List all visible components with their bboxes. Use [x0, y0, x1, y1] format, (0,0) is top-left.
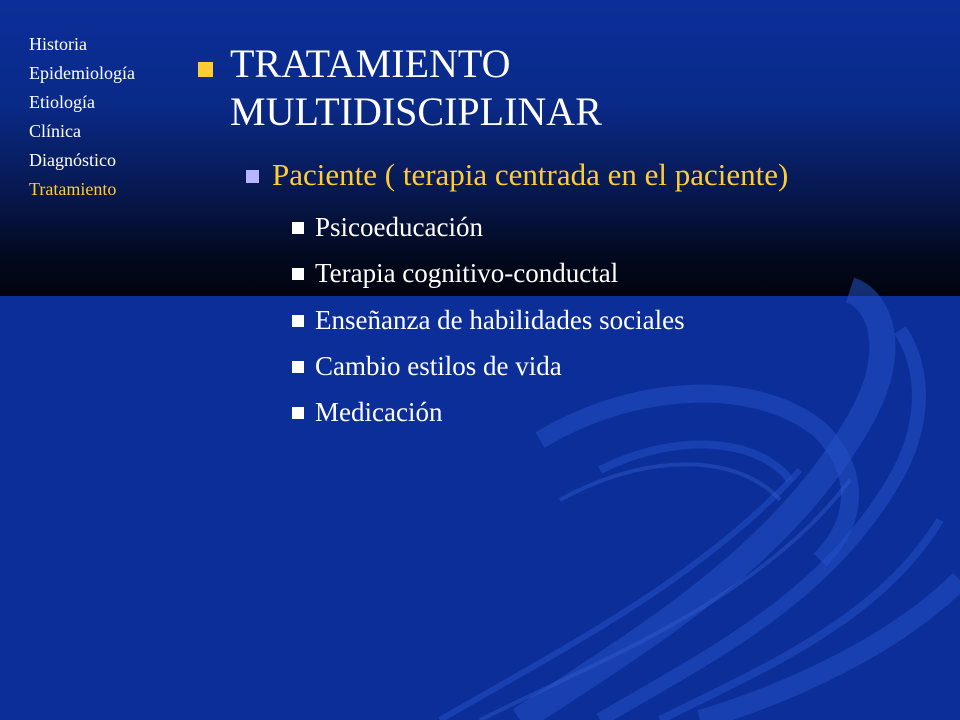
list-item-text: Medicación [315, 397, 443, 427]
nav-item-diagnostico[interactable]: Diagnóstico [29, 150, 116, 170]
square-bullet-icon [292, 222, 304, 234]
slide-subtitle: Paciente ( terapia centrada en el paciente) [272, 157, 789, 192]
nav-item-tratamiento-active[interactable]: Tratamiento [29, 179, 117, 199]
square-bullet-icon [292, 407, 304, 419]
square-bullet-icon [292, 361, 304, 373]
nav-item-etiologia[interactable]: Etiología [29, 92, 95, 112]
list-item-text: Cambio estilos de vida [315, 351, 562, 381]
subtitle-bullet-icon [246, 170, 259, 183]
slide-title: TRATAMIENTO MULTIDISCIPLINAR [230, 41, 602, 134]
nav-item-clinica[interactable]: Clínica [29, 121, 81, 141]
square-bullet-icon [292, 268, 304, 280]
list-item-text: Psicoeducación [315, 212, 483, 242]
list-item-text: Enseñanza de habilidades sociales [315, 305, 685, 335]
nav-item-epidemiologia[interactable]: Epidemiología [29, 63, 135, 83]
list-item-text: Terapia cognitivo-conductal [315, 258, 619, 288]
square-bullet-icon [292, 315, 304, 327]
nav-item-historia[interactable]: Historia [29, 34, 87, 54]
title-bullet-icon [198, 62, 213, 77]
